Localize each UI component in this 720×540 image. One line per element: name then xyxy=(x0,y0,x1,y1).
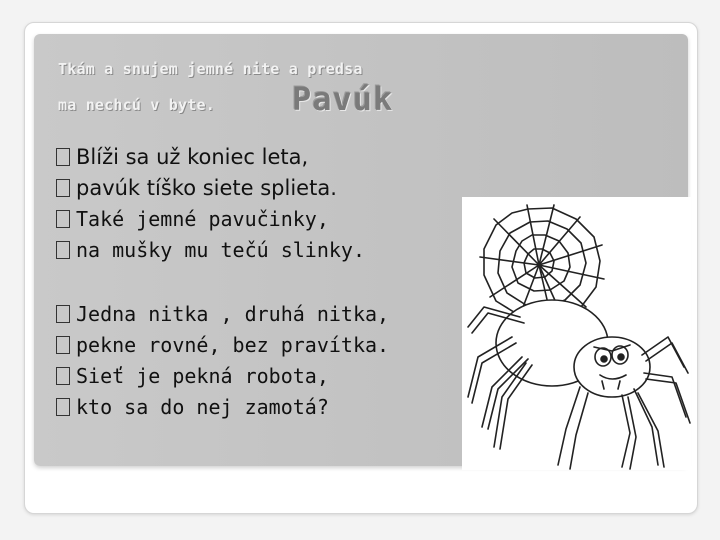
bullet-icon xyxy=(56,367,70,385)
bullet-icon xyxy=(56,336,70,354)
bullet-icon xyxy=(56,148,70,166)
poem-line: kto sa do nej zamotá? xyxy=(56,392,389,423)
subtitle-line-2: ma nechcú v byte. xyxy=(58,96,215,114)
bullet-icon xyxy=(56,210,70,228)
poem-line: Jedna nitka , druhá nitka, xyxy=(56,299,389,330)
subtitle-line-1: Tkám a snujem jemné nite a predsa xyxy=(58,60,363,78)
poem-line: pavúk tíško siete splieta. xyxy=(56,173,365,204)
bullet-icon xyxy=(56,179,70,197)
stanza-2 xyxy=(56,299,389,423)
spider-illustration xyxy=(462,197,691,470)
poem-line: Sieť je pekná robota, xyxy=(56,361,389,392)
bullet-icon xyxy=(56,398,70,416)
poem-line: pekne rovné, bez pravítka. xyxy=(56,330,389,361)
slide-title: Pavúk xyxy=(292,80,394,118)
bullet-icon xyxy=(56,305,70,323)
bullet-icon xyxy=(56,241,70,259)
poem-line: Také jemné pavučinky, xyxy=(56,204,365,235)
spider-with-web-icon xyxy=(462,197,691,470)
stanza-1 xyxy=(56,142,365,266)
poem-line: na mušky mu tečú slinky. xyxy=(56,235,365,266)
poem-line: Blíži sa už koniec leta, xyxy=(56,142,365,173)
